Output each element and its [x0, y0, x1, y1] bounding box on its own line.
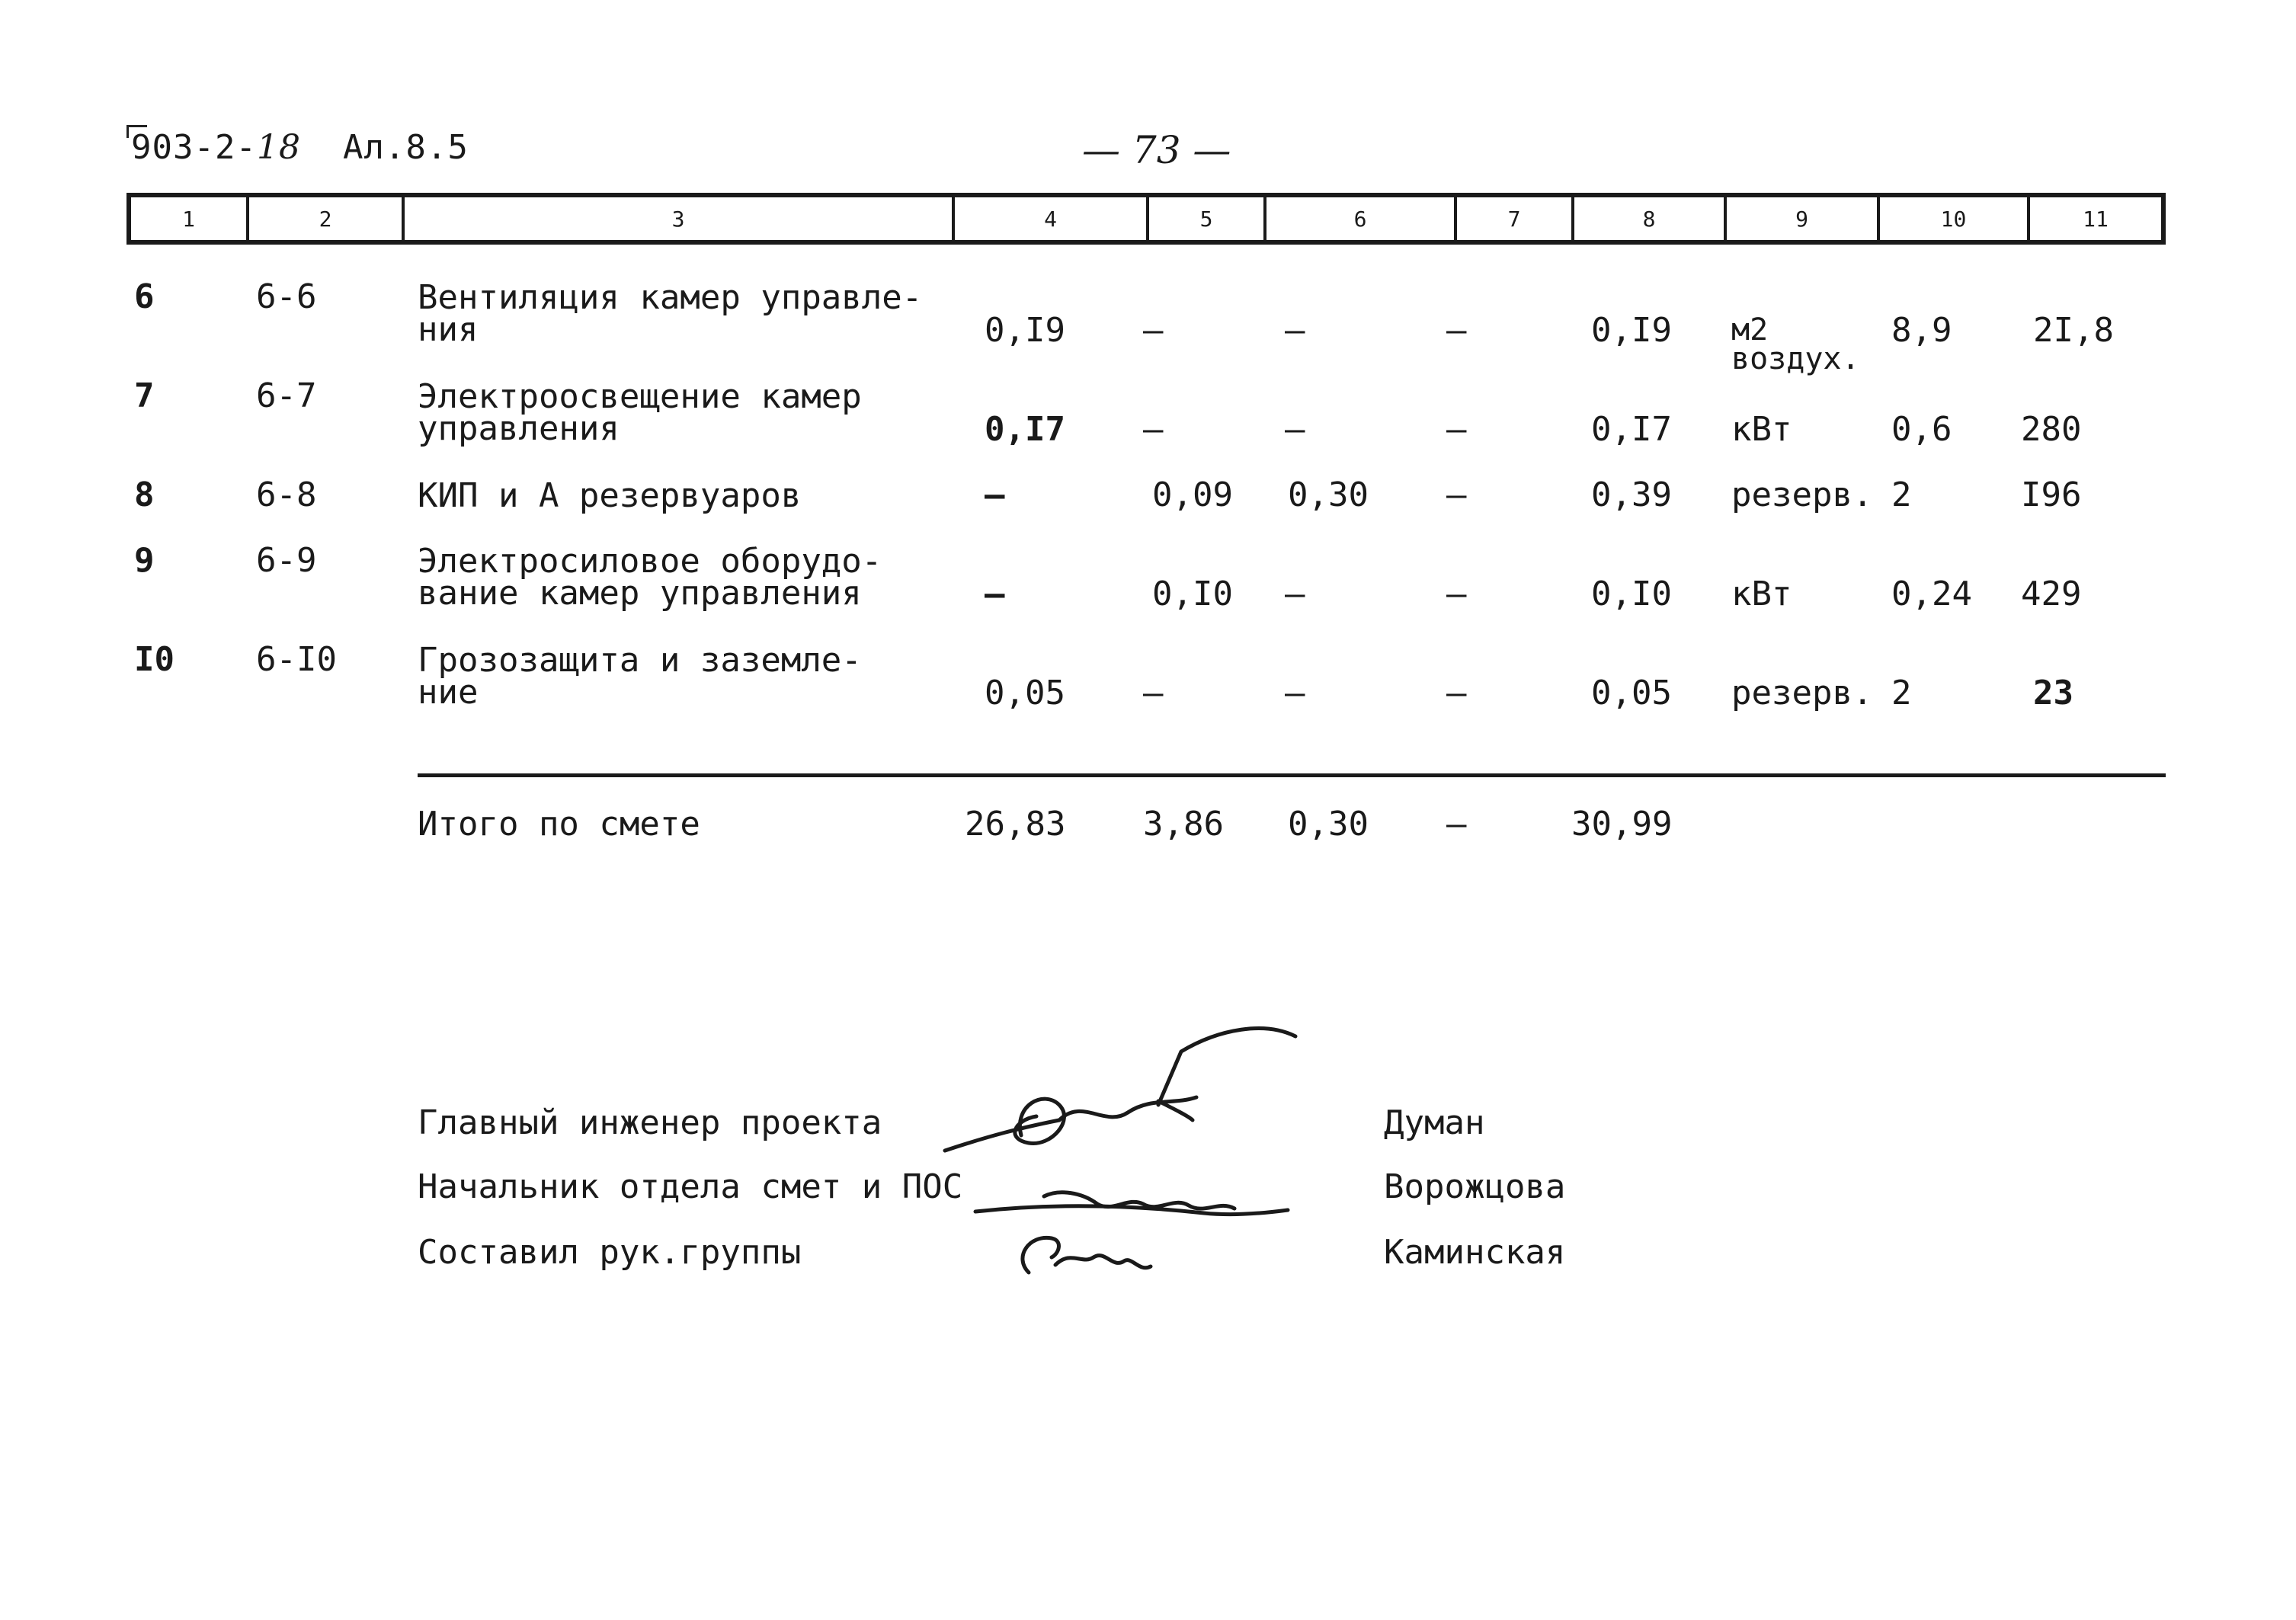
value-col6: –: [1285, 311, 1305, 350]
value-col10: 0,24: [1891, 575, 1972, 613]
signature-name: Думан: [1384, 1103, 1485, 1142]
document-code-prefix: 903-2-: [131, 128, 257, 167]
value-col7: –: [1446, 575, 1467, 613]
unit: резерв.: [1731, 475, 1873, 514]
estimate-code: 6-7: [256, 376, 317, 415]
row-number: 7: [134, 376, 155, 415]
column-number: 3: [405, 197, 955, 240]
value-col8: 0,I9: [1591, 311, 1672, 350]
column-number-strip: [126, 193, 2166, 245]
row-description: Электроосвещение камер управления: [418, 377, 862, 448]
value-col11: 23: [2033, 674, 2073, 712]
value-col4: 0,I7: [985, 410, 1065, 449]
value-col4: 0,05: [985, 674, 1065, 712]
row-number: 6: [134, 277, 155, 316]
total-col6: 0,30: [1288, 805, 1369, 844]
album-number: Ал.8.5: [342, 128, 469, 167]
value-col8: 0,39: [1591, 475, 1672, 514]
value-col7: –: [1446, 475, 1467, 514]
value-col6: –: [1285, 575, 1305, 613]
value-col10: 2: [1891, 475, 1912, 514]
estimate-code: 6-8: [256, 475, 317, 514]
total-divider: [418, 773, 2166, 777]
column-number: 6: [1266, 197, 1457, 240]
row-number: I0: [134, 640, 175, 679]
total-col5: 3,86: [1143, 805, 1224, 844]
unit: кВт: [1731, 410, 1792, 449]
signature-role: Начальник отдела смет и ПОС: [418, 1167, 963, 1206]
column-number: 4: [955, 197, 1149, 240]
column-number: 11: [2083, 206, 2109, 232]
value-col8: 0,I7: [1591, 410, 1672, 449]
signature-name: Ворожцова: [1384, 1167, 1566, 1206]
value-col8: 0,05: [1591, 674, 1672, 712]
value-col10: 2: [1891, 674, 1912, 712]
estimate-code: 6-6: [256, 277, 317, 316]
document-code: [131, 128, 469, 167]
value-col5: –: [1143, 674, 1164, 712]
document-code-handwritten: 18: [256, 128, 301, 167]
estimate-code: 6-9: [256, 541, 317, 580]
column-number: 2: [249, 197, 405, 240]
value-col4: –: [985, 575, 1005, 613]
value-col7: –: [1446, 311, 1467, 350]
signature-role: Составил рук.группы: [418, 1233, 802, 1272]
signature-role: Главный инженер проекта: [418, 1103, 882, 1142]
value-col5: 0,09: [1152, 475, 1233, 514]
value-col11: 280: [2021, 410, 2082, 449]
column-number: 9: [1727, 197, 1880, 240]
total-col7: –: [1446, 805, 1467, 844]
value-col11: I96: [2021, 475, 2082, 514]
value-col10: 0,6: [1891, 410, 1952, 449]
value-col5: –: [1143, 311, 1164, 350]
value-col7: –: [1446, 674, 1467, 712]
value-col6: –: [1285, 674, 1305, 712]
column-number: 1: [131, 197, 249, 240]
total-label: Итого по смете: [418, 805, 700, 844]
unit: кВт: [1731, 575, 1792, 613]
value-col5: 0,I0: [1152, 575, 1233, 613]
value-col4: 0,I9: [985, 311, 1065, 350]
value-col4: –: [985, 475, 1005, 514]
value-col11: 429: [2021, 575, 2082, 613]
column-number: 10: [1880, 197, 2030, 240]
total-col4: 26,83: [965, 805, 1066, 844]
row-number: 9: [134, 541, 155, 580]
value-col8: 0,I0: [1591, 575, 1672, 613]
value-col11: 2I,8: [2033, 311, 2114, 350]
column-number: 5: [1149, 197, 1266, 240]
value-col6: –: [1285, 410, 1305, 449]
row-description: Вентиляция камер управле- ния: [418, 278, 923, 349]
column-number: 8: [1574, 197, 1727, 240]
value-col7: –: [1446, 410, 1467, 449]
row-number: 8: [134, 475, 155, 514]
column-number: 7: [1457, 197, 1574, 240]
unit: резерв.: [1731, 674, 1873, 712]
total-col8: 30,99: [1571, 805, 1673, 844]
page-number: — 73 —: [1082, 128, 1231, 172]
value-col10: 8,9: [1891, 311, 1952, 350]
row-description: КИП и А резервуаров: [418, 476, 802, 515]
value-col6: 0,30: [1288, 475, 1369, 514]
unit: м2 воздух.: [1731, 312, 1860, 376]
estimate-code: 6-I0: [256, 640, 337, 679]
row-description: Электросиловое оборудо- вание камер управления: [418, 542, 882, 613]
handwritten-signatures: [930, 1013, 1356, 1295]
signature-name: Каминская: [1384, 1233, 1566, 1272]
value-col5: –: [1143, 410, 1164, 449]
row-description: Грозозащита и заземле- ние: [418, 641, 862, 712]
